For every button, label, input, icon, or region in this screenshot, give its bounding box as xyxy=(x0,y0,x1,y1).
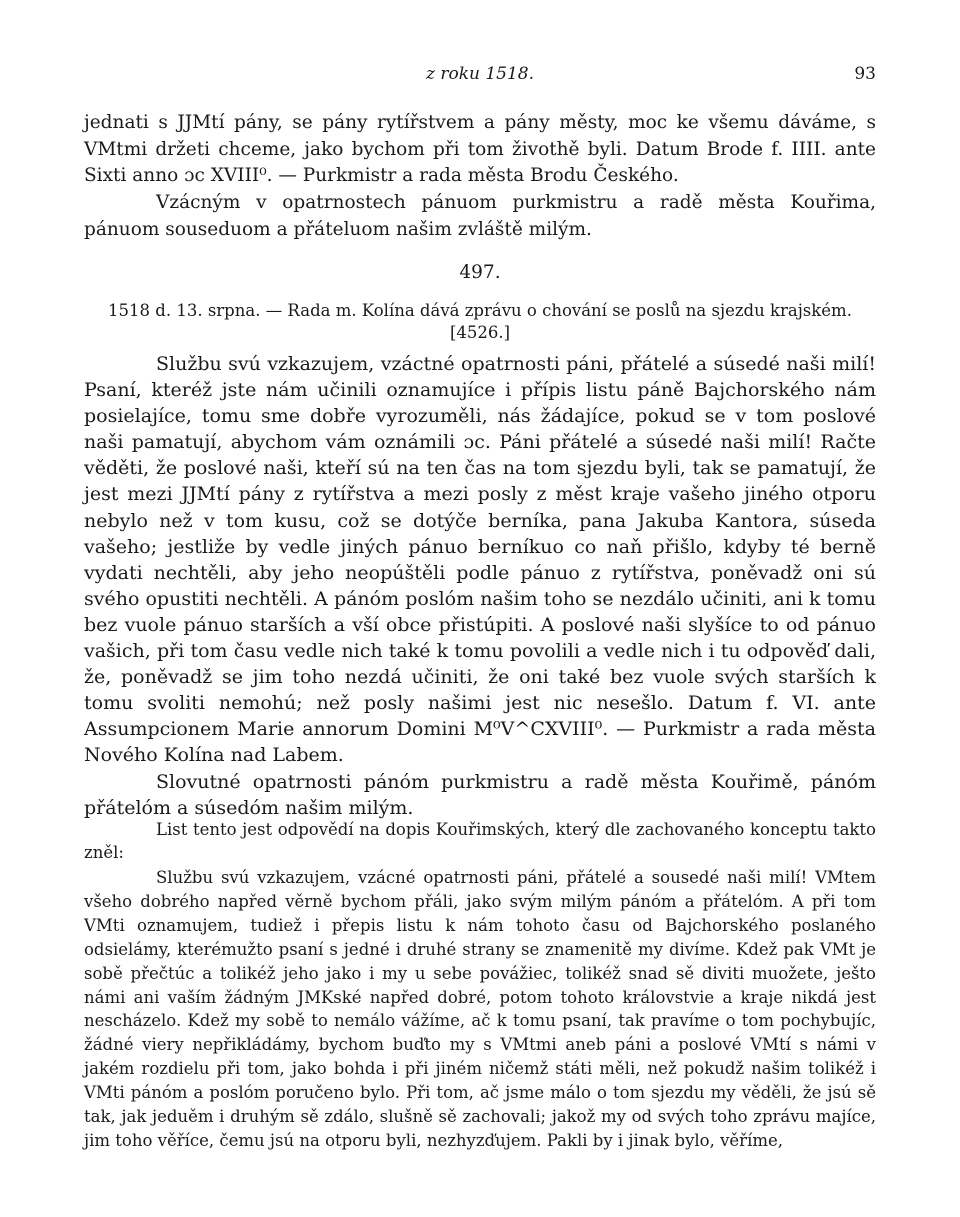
previous-letter-address-text: Vzácným v opatrnostech pánuom purkmistru a radě města Kouřima, pánuom souseduom a přáteluom našim zvláště milým. xyxy=(84,192,876,240)
editorial-note-intro-text: List tento jest odpovědí na dopis Kouřimských, který dle zachovaného konceptu takto zněl: xyxy=(84,820,876,862)
page-number: 93 xyxy=(854,64,876,84)
document-regest: 1518 d. 13. srpna. — Rada m. Kolína dává zprávu o chování se poslů na sjezdu krajském. [4526.] xyxy=(108,301,852,342)
document-body-text: Službu svú vzkazujem, vzáctné opatrnosti páni, přátelé a súsedé naši milí! Psaní, kteréž jste nám učinili oznamujíce i přípis listu páně Bajchorského nám posielajíce, tomu sme dobře vyrozuměli, nás žádajíce, pokud se v tom poslové naši pamatují, abychom vám oznámili ɔc. Páni přátelé a súsedé naši milí! Račte věděti, že poslové naši, kteří sú na ten čas na tom sjezdu byli, tak se pamatují, že jest mezi JJMtí pány z rytířstva a mezi posly z měst kraje vašeho jiného otporu nebylo než v tom kusu, což se dotýče berníka, pana Jakuba Kantora, súseda vašeho; jestliže by vedle jiných pánuo berníkuo co naň přišlo, kdyby té berně vydati nechtěli, aby jeho neopúštěli podle pánuo z rytířstva, poněvadž oni sú svého opustiti nechtěli. A pánóm poslóm našim toho se nezdálo učiniti, ani k tomu bez vuole pánuo starších a vší obce přistúpiti. A poslové naši slyšíce to od pánuo vašich, při tom času vedle nich také k tomu povolili a vedle nich i tu odpověď dali, že, poněvadž se jim toho nezdá učiniti, že oni také bez vuole svých starších k tomu svoliti nemohú; než posly našimi jest nic nesešlo. Datum f. VI. ante Assumpcionem Marie annorum Domini M⁰V^CXVIII⁰. — Purkmistr a rada města Nového Kolína nad Labem. xyxy=(84,353,876,767)
previous-letter-address xyxy=(84,190,876,243)
document-number: 497. xyxy=(459,262,501,283)
editorial-note-concept-text: Službu svú vzkazujem, vzácné opatrnosti páni, přátelé a sousedé naši milí! VMtem všeho dobrého napřed věrně bychom přáli, jako svým milým pánóm a přátelóm. A při tom VMti oznamujem, tudiež i přepis listu k nám tohoto času od Bajchorského poslaného odsielámy, kterémužto psaní s jedné i druhé strany se znamenitě my divíme. Kdež pak VMt je sobě přečtúc a tolikéž jeho jako i my u sebe povážiec, tolikéž snad sě diviti muožete, ješto námi ani vaším žádným JMKské napřed dobré, potom tohoto královstvie a kraje nikdá jest nescházelo. Kdež my sobě to nemálo vážíme, ač k tomu psaní, tak pravíme o tom pochybujíc, žádné viery nepřikládámy, bychom buďto my s VMtmi aneb páni a poslové VMtí s námi v jakém rozdielu při tom, jako bohda i při jiném ničemž státi měli, než pokudž našim tolikéž i VMti pánóm a poslóm poručeno bylo. Při tom, ač jsme málo o tom sjezdu my věděli, že jsú sě tak, jak jeduěm i druhým sě zdálo, slušně sě zachovali; jakož my od svých toho zprávu majíce, jim toho věříce, čemu jsú na otporu byli, nezhyzďujem. Pakli by i jinak bylo, věříme, xyxy=(84,868,876,1150)
previous-letter-text: jednati s JJMtí pány, se pány rytířstvem a pány městy, moc ke všemu dáváme, s VMtmi držeti chceme, jako bychom při tom živothě byli. Datum Brode f. IIII. ante Sixti anno ɔc XVIII⁰. — Purkmistr a rada města Brodu Českého. xyxy=(84,112,876,186)
document-address: Slovutné opatrnosti pánóm purkmistru a radě města Kouřimě, pánóm přátelóm a súsedóm našim milým. xyxy=(84,770,876,819)
editorial-note-intro xyxy=(84,818,876,864)
running-header xyxy=(84,64,876,88)
previous-letter-body xyxy=(84,110,876,190)
document-body xyxy=(84,351,876,821)
editorial-note-concept xyxy=(84,866,876,1153)
running-title: z roku 1518. xyxy=(425,64,535,84)
